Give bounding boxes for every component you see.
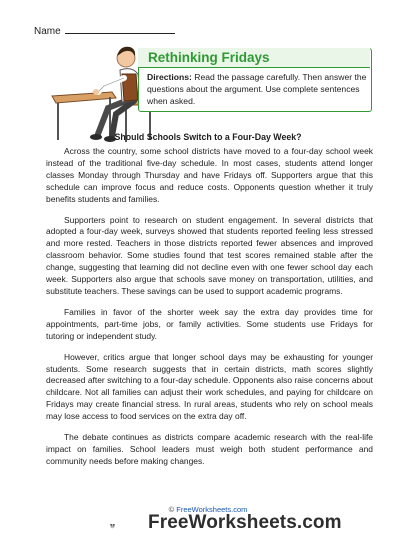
directions-text: Read the passage carefully. Then answer the questions about the argument. Use complete sentences when asked. — [147, 72, 367, 106]
passage-paragraph: Supporters point to research on student engagement. In several districts that adopted a four-day week, surveys showed that students reported feeling less stressed and more rested. Teachers in those districts reported fewer absences and improved classroom behavior. Some studies found that test scores remained stable after the change, suggesting that learning did not decline even with one fewer school day each week. Supporters also argue that schools save money on transportation, utilities, and substitute teachers. These savings can be used to support academic programs. — [46, 214, 373, 296]
panda-logo-icon — [110, 514, 146, 538]
passage-paragraph: However, critics argue that longer school days may be exhausting for younger students. Some research suggests that in certain districts, math scores slightly decreased after switching to a four-day schedule. Opponents also raise concerns about childcare. Not all families can adjust their work schedules, and paying for childcare on Fridays may create financial stress. In rural areas, students who rely on school meals may lose access to food services on the extra day off. — [46, 351, 373, 422]
footer-logo-text: FreeWorksheets.com — [148, 512, 342, 533]
passage-body — [46, 146, 373, 477]
passage-paragraph: Families in favor of the shorter week say the extra day provides time for appointments, part-time jobs, or family activities. Some students use Fridays for tutoring or independent study. — [46, 306, 373, 341]
passage-paragraph: Across the country, some school districts have moved to a four-day school week instead of the traditional five-day schedule. In most cases, students attend longer classes Monday through Thursday and have Fridays off. Supporters argue that this schedule can improve focus and reduce costs. Opponents question whether it truly benefits students and families. — [46, 146, 373, 204]
copyright-symbol: © — [168, 505, 177, 514]
directions-label: Directions: — [147, 72, 192, 82]
footer-link[interactable]: FreeWorksheets.com — [176, 505, 248, 514]
name-label: Name — [34, 26, 61, 37]
name-line[interactable] — [65, 24, 175, 34]
directions — [147, 72, 372, 107]
passage-title: Should Schools Switch to a Four-Day Week? — [114, 132, 302, 142]
passage-paragraph: The debate continues as districts compare academic research with the real-life impact on families. School leaders must weigh both student performance and community needs before making changes. — [46, 432, 373, 466]
worksheet-title: Rethinking Fridays — [138, 48, 370, 68]
